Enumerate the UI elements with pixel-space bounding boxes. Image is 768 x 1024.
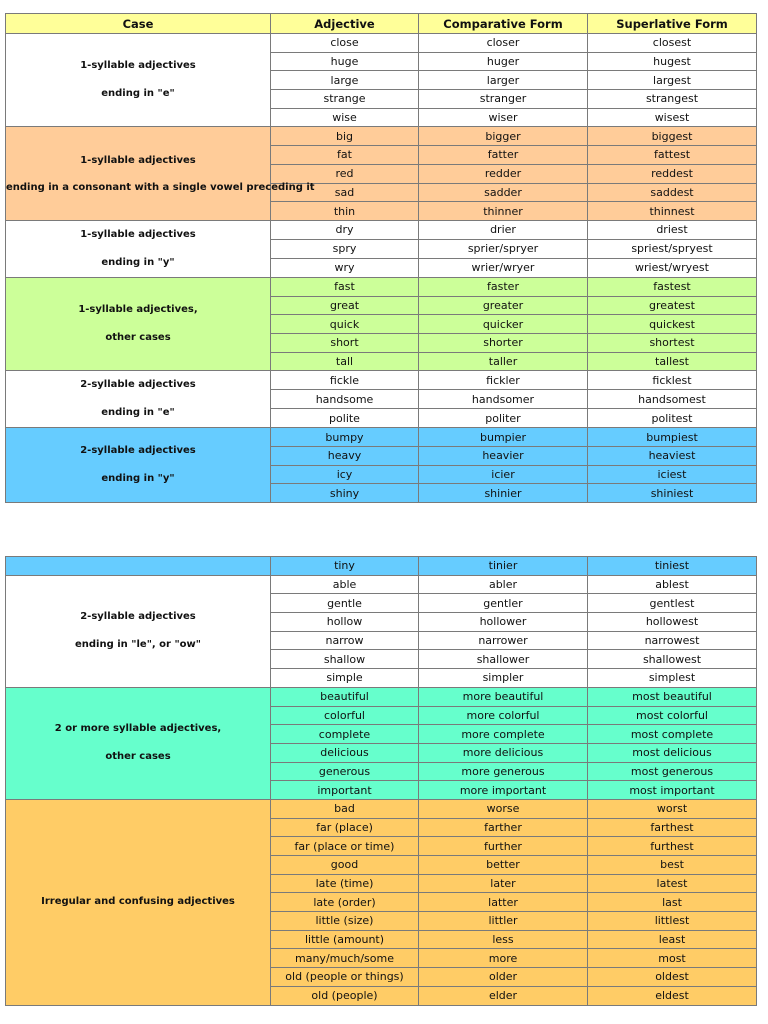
adjective-cell: fat xyxy=(271,146,419,165)
case-cell xyxy=(6,557,271,576)
superlative-cell: shiniest xyxy=(588,484,757,503)
superlative-cell: hugest xyxy=(588,52,757,71)
comparative-cell: farther xyxy=(419,818,588,837)
superlative-cell: ficklest xyxy=(588,371,757,390)
comparative-cell: shallower xyxy=(419,650,588,669)
comparative-cell: closer xyxy=(419,34,588,53)
superlative-cell: shortest xyxy=(588,333,757,352)
table-row xyxy=(6,575,757,594)
superlative-cell: thinnest xyxy=(588,202,757,221)
comparative-cell: tinier xyxy=(419,557,588,576)
comparative-cell: sadder xyxy=(419,183,588,202)
comparative-cell: gentler xyxy=(419,594,588,613)
case-label: 1-syllable adjectives xyxy=(80,154,196,166)
comparative-cell: quicker xyxy=(419,315,588,334)
superlative-cell: ablest xyxy=(588,575,757,594)
adjective-cell: good xyxy=(271,856,419,875)
adjective-cell: dry xyxy=(271,220,419,239)
superlative-cell: heaviest xyxy=(588,447,757,466)
superlative-cell: last xyxy=(588,893,757,912)
adjective-cell: tiny xyxy=(271,557,419,576)
superlative-cell: largest xyxy=(588,71,757,90)
case-cell xyxy=(6,220,271,277)
adjective-cell: short xyxy=(271,333,419,352)
comparative-cell: handsomer xyxy=(419,390,588,409)
case-label: other cases xyxy=(105,751,171,763)
superlative-cell: bumpiest xyxy=(588,428,757,447)
adjective-cell: late (time) xyxy=(271,874,419,893)
adjective-cell: many/much/some xyxy=(271,949,419,968)
superlative-cell: most delicious xyxy=(588,743,757,762)
case-label: 1-syllable adjectives xyxy=(80,60,196,72)
adjective-table-1 xyxy=(5,13,757,503)
comparative-cell: faster xyxy=(419,277,588,296)
comparative-cell: simpler xyxy=(419,669,588,688)
adjective-cell: late (order) xyxy=(271,893,419,912)
comparative-cell: fickler xyxy=(419,371,588,390)
superlative-cell: fastest xyxy=(588,277,757,296)
superlative-cell: strangest xyxy=(588,90,757,109)
superlative-cell: saddest xyxy=(588,183,757,202)
comparative-cell: hollower xyxy=(419,613,588,632)
comparative-cell: more beautiful xyxy=(419,687,588,706)
comparative-cell: redder xyxy=(419,164,588,183)
superlative-cell: closest xyxy=(588,34,757,53)
adjective-cell: little (size) xyxy=(271,912,419,931)
case-cell xyxy=(6,428,271,503)
superlative-cell: biggest xyxy=(588,127,757,146)
comparative-cell: latter xyxy=(419,893,588,912)
superlative-cell: most important xyxy=(588,781,757,800)
superlative-cell: latest xyxy=(588,874,757,893)
superlative-cell: tallest xyxy=(588,352,757,371)
adjective-cell: generous xyxy=(271,762,419,781)
case-label: 2-syllable adjectives xyxy=(80,379,196,391)
superlative-cell: most xyxy=(588,949,757,968)
adjective-cell: polite xyxy=(271,409,419,428)
comparative-cell: huger xyxy=(419,52,588,71)
comparative-cell: stranger xyxy=(419,90,588,109)
case-label: 2-syllable adjectives xyxy=(80,445,196,457)
adjective-cell: bumpy xyxy=(271,428,419,447)
case-label: Irregular and confusing adjectives xyxy=(41,896,235,908)
adjective-cell: complete xyxy=(271,725,419,744)
comparative-cell: abler xyxy=(419,575,588,594)
superlative-cell: shallowest xyxy=(588,650,757,669)
case-label: ending in "e" xyxy=(101,88,175,100)
superlative-cell: eldest xyxy=(588,986,757,1005)
adjective-cell: far (place or time) xyxy=(271,837,419,856)
comparative-cell: better xyxy=(419,856,588,875)
adjective-cell: fast xyxy=(271,277,419,296)
superlative-cell: driest xyxy=(588,220,757,239)
adjective-cell: thin xyxy=(271,202,419,221)
comparative-cell: more complete xyxy=(419,725,588,744)
table-row xyxy=(6,127,757,146)
comparative-cell: later xyxy=(419,874,588,893)
header-adjective: Adjective xyxy=(271,14,419,34)
adjective-cell: wise xyxy=(271,108,419,127)
superlative-cell: wisest xyxy=(588,108,757,127)
adjective-cell: far (place) xyxy=(271,818,419,837)
superlative-cell: most colorful xyxy=(588,706,757,725)
superlative-cell: fattest xyxy=(588,146,757,165)
case-label: ending in "y" xyxy=(101,256,175,268)
adjective-cell: able xyxy=(271,575,419,594)
superlative-cell: most complete xyxy=(588,725,757,744)
comparative-cell: narrower xyxy=(419,631,588,650)
adjective-cell: red xyxy=(271,164,419,183)
comparative-cell: thinner xyxy=(419,202,588,221)
adjective-cell: colorful xyxy=(271,706,419,725)
comparative-cell: drier xyxy=(419,220,588,239)
superlative-cell: politest xyxy=(588,409,757,428)
table-row xyxy=(6,220,757,239)
superlative-cell: most beautiful xyxy=(588,687,757,706)
superlative-cell: furthest xyxy=(588,837,757,856)
comparative-cell: shorter xyxy=(419,333,588,352)
adjective-cell: handsome xyxy=(271,390,419,409)
superlative-cell: spriest/spryest xyxy=(588,239,757,258)
comparative-cell: heavier xyxy=(419,447,588,466)
case-cell xyxy=(6,371,271,428)
superlative-cell: greatest xyxy=(588,296,757,315)
comparative-cell: shinier xyxy=(419,484,588,503)
superlative-cell: tiniest xyxy=(588,557,757,576)
adjective-cell: old (people or things) xyxy=(271,968,419,987)
comparative-cell: less xyxy=(419,930,588,949)
case-label: 1-syllable adjectives, xyxy=(78,304,198,316)
case-label: other cases xyxy=(105,332,171,344)
adjective-cell: sad xyxy=(271,183,419,202)
case-cell xyxy=(6,687,271,799)
superlative-cell: hollowest xyxy=(588,613,757,632)
superlative-cell: reddest xyxy=(588,164,757,183)
comparative-cell: littler xyxy=(419,912,588,931)
adjective-cell: shiny xyxy=(271,484,419,503)
comparative-cell: further xyxy=(419,837,588,856)
comparative-cell: taller xyxy=(419,352,588,371)
adjective-cell: strange xyxy=(271,90,419,109)
header-case: Case xyxy=(6,14,271,34)
adjective-cell: wry xyxy=(271,258,419,277)
table-row xyxy=(6,428,757,447)
case-label: ending in "le", or "ow" xyxy=(75,639,201,651)
comparative-cell: greater xyxy=(419,296,588,315)
superlative-cell: narrowest xyxy=(588,631,757,650)
superlative-cell: iciest xyxy=(588,465,757,484)
comparative-cell: sprier/spryer xyxy=(419,239,588,258)
adjective-table-2 xyxy=(5,556,757,1006)
comparative-cell: larger xyxy=(419,71,588,90)
adjective-cell: beautiful xyxy=(271,687,419,706)
comparative-cell: older xyxy=(419,968,588,987)
comparative-cell: icier xyxy=(419,465,588,484)
adjective-cell: gentle xyxy=(271,594,419,613)
case-label: ending in "y" xyxy=(101,473,175,485)
superlative-cell: farthest xyxy=(588,818,757,837)
comparative-cell: elder xyxy=(419,986,588,1005)
superlative-cell: worst xyxy=(588,799,757,818)
case-label: ending in a consonant with a single vowel preceding it xyxy=(6,181,315,193)
adjective-cell: narrow xyxy=(271,631,419,650)
table-row xyxy=(6,687,757,706)
adjective-cell: important xyxy=(271,781,419,800)
superlative-cell: wriest/wryest xyxy=(588,258,757,277)
comparative-cell: more important xyxy=(419,781,588,800)
table-row xyxy=(6,371,757,390)
superlative-cell: best xyxy=(588,856,757,875)
case-cell xyxy=(6,34,271,127)
case-cell xyxy=(6,799,271,1005)
comparative-cell: wiser xyxy=(419,108,588,127)
superlative-cell: quickest xyxy=(588,315,757,334)
adjective-cell: great xyxy=(271,296,419,315)
comparative-cell: worse xyxy=(419,799,588,818)
header-row xyxy=(6,14,757,34)
case-cell xyxy=(6,127,315,220)
superlative-cell: simplest xyxy=(588,669,757,688)
adjective-cell: huge xyxy=(271,52,419,71)
case-label: 1-syllable adjectives xyxy=(80,228,196,240)
adjective-cell: little (amount) xyxy=(271,930,419,949)
superlative-cell: handsomest xyxy=(588,390,757,409)
adjective-cell: icy xyxy=(271,465,419,484)
adjective-cell: heavy xyxy=(271,447,419,466)
adjective-cell: close xyxy=(271,34,419,53)
superlative-cell: gentlest xyxy=(588,594,757,613)
comparative-cell: bumpier xyxy=(419,428,588,447)
adjective-cell: simple xyxy=(271,669,419,688)
case-label: 2 or more syllable adjectives, xyxy=(54,723,222,735)
header-superlative: Superlative Form xyxy=(588,14,757,34)
superlative-cell: oldest xyxy=(588,968,757,987)
case-label: 2-syllable adjectives xyxy=(80,611,196,623)
comparative-cell: more colorful xyxy=(419,706,588,725)
adjective-cell: shallow xyxy=(271,650,419,669)
comparative-cell: politer xyxy=(419,409,588,428)
comparative-cell: more xyxy=(419,949,588,968)
adjective-cell: bad xyxy=(271,799,419,818)
table-row xyxy=(6,557,757,576)
adjective-cell: hollow xyxy=(271,613,419,632)
superlative-cell: least xyxy=(588,930,757,949)
adjective-cell: delicious xyxy=(271,743,419,762)
adjective-cell: old (people) xyxy=(271,986,419,1005)
adjective-cell: large xyxy=(271,71,419,90)
adjective-cell: big xyxy=(271,127,419,146)
adjective-cell: spry xyxy=(271,239,419,258)
adjective-cell: quick xyxy=(271,315,419,334)
case-cell xyxy=(6,575,271,687)
comparative-cell: more delicious xyxy=(419,743,588,762)
comparative-cell: more generous xyxy=(419,762,588,781)
table-row xyxy=(6,799,757,818)
adjective-cell: fickle xyxy=(271,371,419,390)
superlative-cell: littlest xyxy=(588,912,757,931)
adjective-cell: tall xyxy=(271,352,419,371)
comparative-cell: wrier/wryer xyxy=(419,258,588,277)
header-comparative: Comparative Form xyxy=(419,14,588,34)
comparative-cell: bigger xyxy=(419,127,588,146)
case-cell xyxy=(6,277,271,370)
table-row xyxy=(6,34,757,53)
table-row xyxy=(6,277,757,296)
superlative-cell: most generous xyxy=(588,762,757,781)
comparative-cell: fatter xyxy=(419,146,588,165)
case-label: ending in "e" xyxy=(101,407,175,419)
